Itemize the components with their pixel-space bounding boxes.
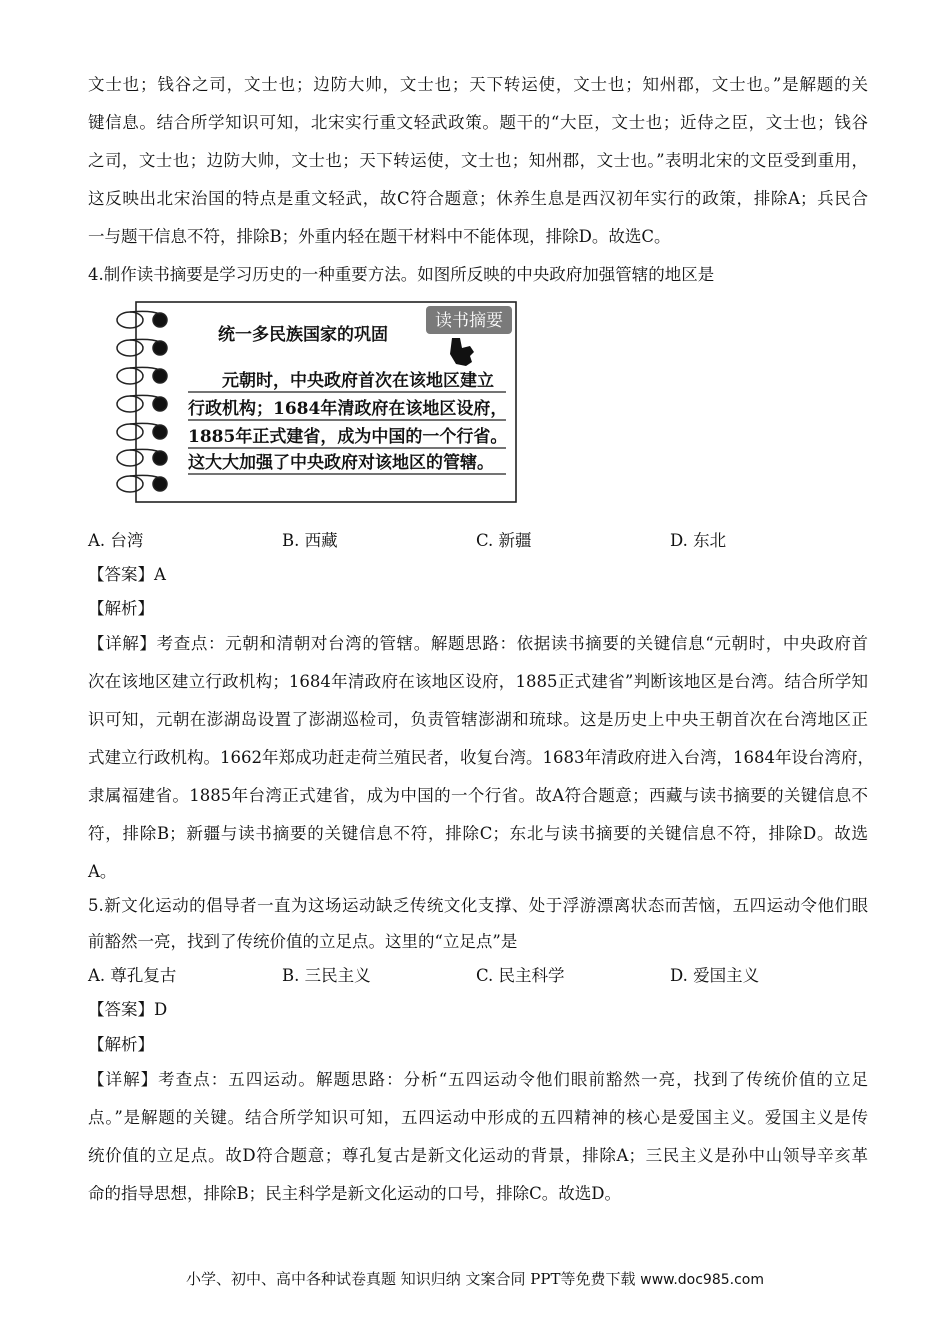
option-a[interactable]: A. 台湾 <box>88 531 144 550</box>
figure-title: 统一多民族国家的巩固 <box>218 325 388 345</box>
paragraph-line: 这反映出北宋治国的特点是重文轻武，故C符合题意；休养生息是西汉初年实行的政策，排除A；兵民合 <box>88 189 868 208</box>
paragraph-line: 键信息。结合所学知识可知，北宋实行重文轻武政策。题干的“大臣，文士也；近侍之臣，文士也；钱谷 <box>88 113 868 132</box>
detail-line: 式建立行政机构。1662年郑成功赶走荷兰殖民者，收复台湾。1683年清政府进入台湾，1684年设台湾府， <box>88 748 874 767</box>
question-4-stem: 4.制作读书摘要是学习历史的一种重要方法。如图所反映的中央政府加强管辖的地区是 <box>88 265 715 284</box>
page-footer <box>0 1269 950 1290</box>
detail-line: 隶属福建省。1885年台湾正式建省，成为中国的一个行省。故A符合题意；西藏与读书摘要的关键信息不 <box>88 786 868 805</box>
detail-line: 识可知，元朝在澎湖岛设置了澎湖巡检司，负责管辖澎湖和琉球。这是历史上中央王朝首次在台湾地区正 <box>88 710 868 729</box>
paragraph-line: 一与题干信息不符，排除B；外重内轻在题干材料中不能体现，排除D。故选C。 <box>88 227 671 246</box>
option-c[interactable]: C. 新疆 <box>476 531 532 550</box>
option-d[interactable]: D. 东北 <box>670 531 727 550</box>
detail-line: 【详解】考查点：五四运动。解题思路：分析“五四运动令他们眼前豁然一亮，找到了传统价值的立足 <box>88 1070 868 1089</box>
footer-link[interactable]: www.doc985.com <box>640 1272 765 1288</box>
detail-line: 命的指导思想，排除B；民主科学是新文化运动的口号，排除C。故选D。 <box>88 1184 621 1203</box>
question-5-stem: 5.新文化运动的倡导者一直为这场运动缺乏传统文化支撑、处于浮游漂离状态而苦恼，五四运动令他们眼 <box>88 896 868 915</box>
detail-line: 统价值的立足点。故D符合题意；尊孔复古是新文化运动的背景，排除A；三民主义是孙中山领导辛亥革 <box>88 1146 868 1165</box>
figure-text-line: 这大大加强了中央政府对该地区的管辖。 <box>188 453 494 473</box>
analysis-label: 【解析】 <box>88 599 154 618</box>
detail-line: 符，排除B；新疆与读书摘要的关键信息不符，排除C；东北与读书摘要的关键信息不符，排除D。故选 <box>88 824 868 843</box>
badge-label: 读书摘要 <box>435 311 503 331</box>
option-b[interactable]: B. 西藏 <box>282 531 338 550</box>
figure-text-line: 元朝时，中央政府首次在该地区建立 <box>222 371 494 391</box>
answer-label: 【答案】A <box>88 565 166 584</box>
question-5-stem: 前豁然一亮，找到了传统价值的立足点。这里的“立足点”是 <box>88 932 518 951</box>
detail-line: A。 <box>88 862 117 881</box>
figure-text-line: 行政机构；1684年清政府在该地区设府， <box>188 399 508 419</box>
answer-label: 【答案】D <box>88 1000 168 1019</box>
detail-line: 次在该地区建立行政机构；1684年清政府在该地区设府，1885正式建省”判断该地区是台湾。结合所学知 <box>88 672 868 691</box>
detail-line: 【详解】考查点：元朝和清朝对台湾的管辖。解题思路：依据读书摘要的关键信息“元朝时，中央政府首 <box>88 634 868 653</box>
paragraph-line: 文士也；钱谷之司，文士也；边防大帅，文士也；天下转运使，文士也；知州郡，文士也。”是解题的关 <box>88 75 868 94</box>
figure-text-line: 1885年正式建省，成为中国的一个行省。 <box>188 427 508 447</box>
paragraph-line: 之司，文士也；边防大帅，文士也；天下转运使，文士也；知州郡，文士也。”表明北宋的文臣受到重用， <box>88 151 868 170</box>
analysis-label: 【解析】 <box>88 1035 154 1054</box>
option-c[interactable]: C. 民主科学 <box>476 966 565 985</box>
option-b[interactable]: B. 三民主义 <box>282 966 371 985</box>
option-a[interactable]: A. 尊孔复古 <box>88 966 177 985</box>
footer-text: 小学、初中、高中各种试卷真题 知识归纳 文案合同 PPT等免费下载 <box>185 1270 636 1288</box>
option-d[interactable]: D. 爱国主义 <box>670 966 760 985</box>
reading-notes-figure <box>112 298 524 508</box>
detail-line: 点。”是解题的关键。结合所学知识可知，五四运动中形成的五四精神的核心是爱国主义。爱国主义是传 <box>88 1108 868 1127</box>
